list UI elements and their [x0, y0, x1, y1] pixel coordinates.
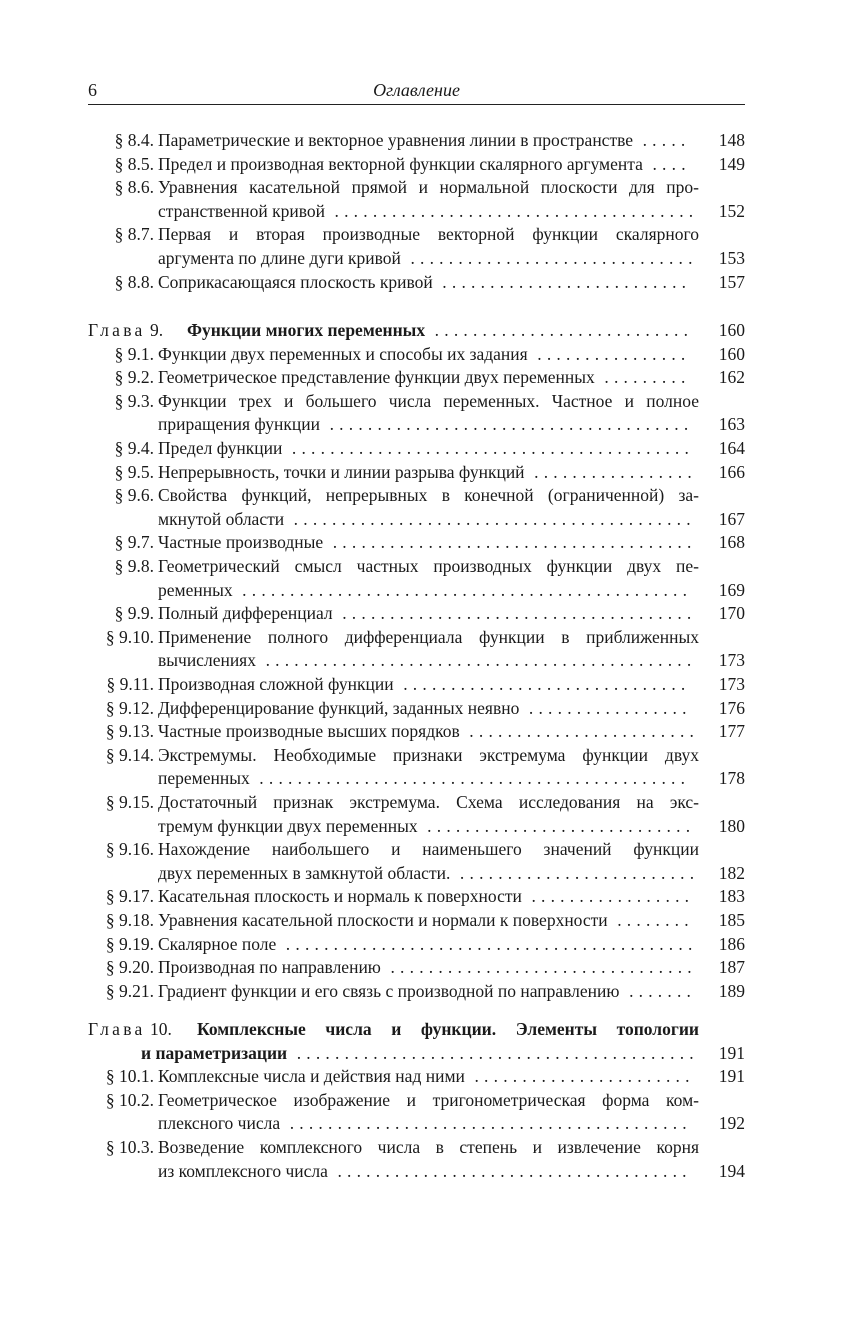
page-reference: 194: [718, 1160, 745, 1181]
section-title-line: [158, 556, 699, 579]
section-title-text: Нахождение наибольшего и наименьшего значений функции: [158, 839, 699, 860]
section-number: § 9.12.: [105, 697, 154, 718]
section-title-line: [158, 698, 699, 721]
page-reference: 149: [718, 153, 745, 174]
chapter-title-line: [141, 1043, 699, 1066]
section-title-line: [158, 792, 699, 815]
section-title-text: Дифференцирование функций, заданных неявно: [158, 697, 520, 718]
section-title-text: Параметрические и векторное уравнения линии в пространстве: [158, 130, 634, 150]
section-number: § 10.3.: [105, 1137, 154, 1157]
section-title-line: [158, 721, 699, 744]
page-reference: 191: [718, 1042, 745, 1063]
section-title-text: Уравнения касательной плоскости и нормали к поверхности: [158, 910, 608, 930]
page-reference: 169: [718, 579, 745, 600]
page-reference: 177: [718, 721, 745, 742]
section-title-line: [158, 863, 699, 886]
page-reference: 191: [718, 1066, 745, 1087]
section-number: § 8.5.: [114, 153, 154, 174]
leader-dots: ............................: [417, 815, 696, 836]
leader-dots: .................: [521, 886, 695, 907]
leader-dots: .....................................: [327, 1160, 692, 1181]
page-reference: 186: [718, 933, 745, 954]
page-reference: 182: [718, 862, 745, 883]
section-title-line: [158, 485, 699, 508]
section-number: § 9.1.: [114, 343, 154, 364]
section-title-line: [158, 248, 699, 271]
leader-dots: ...............................................: [232, 579, 693, 600]
chapter-number: 9.: [149, 320, 164, 340]
section-title-line: [158, 603, 699, 626]
section-title-text: Полный дифференциал: [158, 603, 333, 624]
leader-dots: ......................................: [320, 414, 694, 435]
section-title-text: Соприкасающаяся плоскость кривой: [158, 271, 433, 292]
chapter-title: Функции многих переменных: [187, 320, 426, 340]
leader-dots: .................: [519, 697, 692, 718]
section-title-line: [158, 438, 699, 461]
section-title-text: Частные производные: [158, 532, 324, 553]
section-title-text: Непрерывность, точки и линии разрыва функций: [158, 461, 525, 482]
section-number: § 9.3.: [114, 390, 154, 411]
page-reference: 192: [718, 1113, 745, 1134]
page-reference: 157: [718, 271, 745, 292]
section-title-text: Уравнения касательной прямой и нормальной плоскости для про-: [158, 177, 699, 198]
section-title-line: [158, 1113, 699, 1136]
section-title-line: [158, 674, 699, 697]
page-reference: 170: [718, 603, 745, 624]
page-reference: 166: [718, 461, 745, 482]
page-reference: 185: [718, 910, 745, 930]
section-number: § 9.18.: [105, 910, 154, 930]
page-reference: 173: [718, 674, 745, 694]
section-title-text: Касательная плоскость и нормаль к поверхности: [158, 886, 522, 907]
section-title-line: [158, 839, 699, 862]
page-number: 6: [88, 80, 97, 100]
leader-dots: .......................: [464, 1066, 695, 1087]
leader-dots: ........................: [459, 721, 699, 742]
section-title-line: [158, 934, 699, 957]
section-title-line: [158, 957, 699, 980]
leader-dots: ...........................: [425, 320, 694, 340]
section-title-text: Свойства функций, непрерывных в конечной (ограниченной) за-: [158, 485, 699, 506]
section-title-line: [158, 627, 699, 650]
section-title-text: Производная сложной функции: [158, 674, 394, 694]
section-title-text: Скалярное поле: [158, 933, 277, 954]
leader-dots: .........: [594, 367, 691, 388]
section-number: § 10.1.: [105, 1066, 154, 1087]
leader-dots: .............................................: [256, 650, 697, 671]
page-reference: 168: [718, 532, 745, 553]
section-title-text: вычислениях: [158, 650, 256, 671]
leader-dots: ..............................: [393, 674, 691, 694]
leader-dots: ................: [527, 343, 691, 364]
section-number: § 9.14.: [105, 744, 154, 765]
section-number: § 8.4.: [114, 130, 154, 150]
section-title-line: [158, 344, 699, 367]
chapter-title: и параметризации: [141, 1042, 288, 1063]
page-reference: 167: [718, 508, 745, 529]
section-title-line: [158, 650, 699, 673]
page-reference: 180: [718, 815, 745, 836]
page-reference: 189: [718, 980, 745, 1001]
section-number: § 9.2.: [114, 367, 154, 388]
section-title-text: аргумента по длине дуги кривой: [158, 247, 401, 268]
section-title-text: Производная по направлению: [158, 957, 381, 978]
section-title-line: [158, 1161, 699, 1184]
page-reference: 163: [718, 414, 745, 435]
section-number: § 9.11.: [106, 674, 154, 694]
section-number: § 9.15.: [105, 792, 154, 812]
page-header: [88, 80, 745, 105]
page-reference: 160: [718, 320, 745, 340]
page-reference: 160: [718, 343, 745, 364]
leader-dots: .......: [619, 980, 697, 1001]
section-title-text: Геометрическое представление функции двух переменных: [158, 367, 595, 388]
section-title-line: [158, 224, 699, 247]
leader-dots: ..........................................: [282, 438, 695, 458]
section-number: § 10.2.: [105, 1089, 154, 1110]
chapter-number: 10.: [149, 1019, 172, 1039]
section-title-text: двух переменных в замкнутой области.: [158, 862, 451, 883]
section-number: § 9.9.: [114, 603, 154, 624]
section-title-line: [158, 1066, 699, 1089]
section-title-line: [158, 532, 699, 555]
page-reference: 178: [718, 768, 745, 789]
section-title-text: Функции трех и большего числа переменных. Частное и полное: [158, 390, 699, 411]
chapter-title-line: [197, 1019, 699, 1042]
section-title-line: [158, 201, 699, 224]
section-title-line: [158, 272, 699, 295]
leader-dots: ..........................: [432, 271, 692, 292]
section-title-text: приращения функции: [158, 414, 321, 435]
section-number: § 9.5.: [114, 461, 154, 482]
section-title-text: Предел функции: [158, 438, 283, 458]
leader-dots: ........: [607, 910, 694, 930]
section-title-text: Первая и вторая производные векторной функции скалярного: [158, 224, 699, 245]
page-reference: 173: [718, 650, 745, 671]
section-number: § 9.7.: [114, 532, 154, 553]
section-number: § 9.4.: [114, 438, 154, 458]
section-title-text: Функции двух переменных и способы их задания: [158, 343, 528, 364]
section-number: § 9.16.: [105, 839, 154, 860]
section-title-line: [158, 154, 699, 177]
section-title-line: [158, 768, 699, 791]
section-number: § 9.20.: [105, 957, 154, 978]
section-title-text: Возведение комплексного числа в степень и извлечение корня: [158, 1137, 699, 1157]
chapter-label: [88, 320, 163, 341]
section-number: § 8.7.: [114, 224, 154, 245]
section-title-line: [158, 1137, 699, 1160]
leader-dots: ..........................................: [284, 508, 696, 529]
section-number: § 9.13.: [105, 721, 154, 742]
section-title-text: Достаточный признак экстремума. Схема исследования на экс-: [158, 792, 699, 812]
chapter-label: [88, 1019, 172, 1040]
leader-dots: ......................................: [323, 532, 697, 553]
section-number: § 8.8.: [114, 271, 154, 292]
leader-dots: ...........................................: [276, 933, 698, 954]
page-reference: 176: [718, 697, 745, 718]
section-title-text: Частные производные высших порядков: [158, 721, 460, 742]
section-title-text: из комплексного числа: [158, 1160, 328, 1181]
section-title-line: [158, 910, 699, 933]
section-title-line: [158, 509, 699, 532]
leader-dots: ......................................: [324, 200, 699, 221]
section-number: § 8.6.: [114, 177, 154, 198]
chapter-title: Комплексные числа и функции. Элементы топологии: [197, 1019, 699, 1039]
chapter-title-line: [187, 320, 699, 343]
section-title-text: тремум функции двух переменных: [158, 815, 418, 836]
leader-dots: .....................................: [332, 603, 697, 624]
section-title-text: переменных: [158, 768, 250, 789]
section-number: § 9.6.: [114, 485, 154, 506]
page-reference: 164: [718, 438, 745, 458]
section-title-text: плексного числа: [158, 1113, 281, 1134]
section-number: § 9.19.: [105, 933, 154, 954]
page-reference: 153: [718, 247, 745, 268]
section-title-line: [158, 177, 699, 200]
section-title-line: [158, 414, 699, 437]
page-reference: 183: [718, 886, 745, 907]
leader-dots: ....: [642, 153, 691, 174]
section-title-line: [158, 1090, 699, 1113]
page-reference: 148: [718, 130, 745, 150]
leader-dots: ................................: [380, 957, 697, 978]
section-title-line: [158, 462, 699, 485]
section-number: § 9.21.: [105, 980, 154, 1001]
section-title-text: Применение полного дифференциала функции в приближенных: [158, 626, 699, 647]
section-title-text: Комплексные числа и действия над ними: [158, 1066, 465, 1087]
leader-dots: .............................................: [249, 768, 691, 789]
leader-dots: .....: [633, 130, 691, 150]
section-title-text: Геометрический смысл частных производных функции двух пе-: [158, 556, 699, 576]
section-title-line: [158, 367, 699, 390]
section-title-text: Экстремумы. Необходимые признаки экстремума функции двух: [158, 744, 699, 765]
running-title: Оглавление: [373, 80, 460, 100]
leader-dots: ..........................................: [280, 1113, 692, 1134]
leader-dots: ..........................................: [287, 1042, 699, 1063]
chapter-word: Глава: [88, 320, 146, 340]
page-reference: 152: [718, 200, 745, 221]
leader-dots: .........................: [450, 862, 699, 883]
section-title-text: Геометрическое изображение и тригонометрическая форма ком-: [158, 1089, 699, 1110]
section-number: § 9.8.: [114, 556, 154, 576]
section-title-line: [158, 981, 699, 1004]
leader-dots: ..............................: [400, 247, 698, 268]
section-title-line: [158, 130, 699, 153]
section-title-line: [158, 816, 699, 839]
section-number: § 9.10.: [105, 626, 154, 647]
section-title-line: [158, 580, 699, 603]
section-number: § 9.17.: [105, 886, 154, 907]
chapter-word: Глава: [88, 1019, 146, 1039]
leader-dots: .................: [524, 461, 697, 482]
section-title-text: Предел и производная векторной функции скалярного аргумента: [158, 153, 643, 174]
section-title-line: [158, 745, 699, 768]
section-title-text: странственной кривой: [158, 200, 325, 221]
section-title-line: [158, 391, 699, 414]
page-reference: 187: [718, 957, 745, 978]
section-title-text: ременных: [158, 579, 233, 600]
section-title-text: Градиент функции и его связь с производной по направлению: [158, 980, 620, 1001]
section-title-line: [158, 886, 699, 909]
page-reference: 162: [718, 367, 745, 388]
section-title-text: мкнутой области: [158, 508, 285, 529]
